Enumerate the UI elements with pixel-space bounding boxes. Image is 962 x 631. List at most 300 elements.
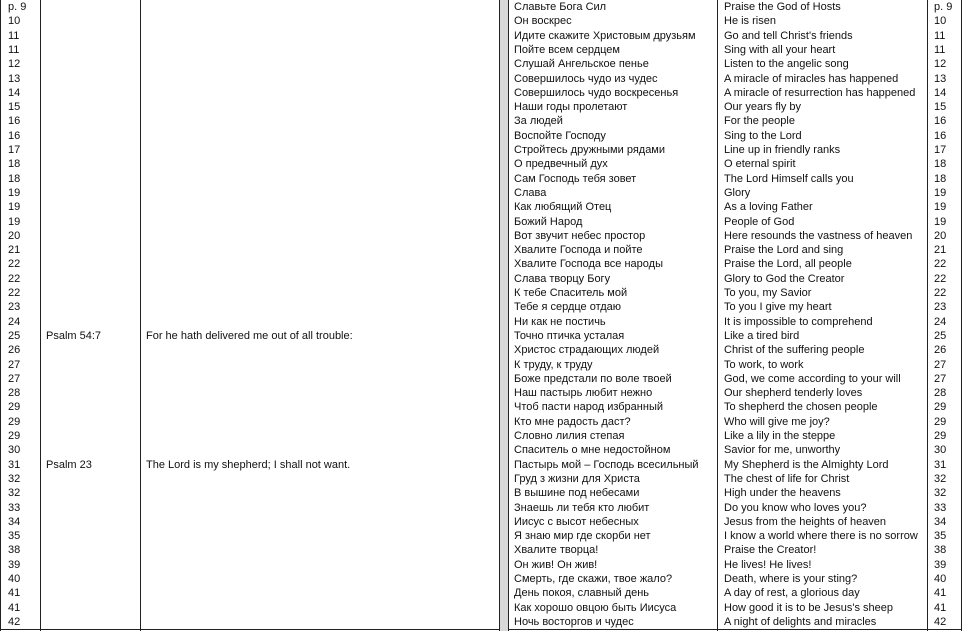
russian-title-cell: Он жив! Он жив! — [514, 558, 598, 571]
table-row — [508, 129, 962, 143]
scripture-ref-cell — [42, 586, 140, 600]
scripture-text-cell — [142, 43, 498, 57]
table-row — [508, 458, 962, 472]
russian-title-cell: К тебе Спаситель мой — [514, 287, 628, 299]
table-row — [508, 243, 962, 257]
english-title-cell: Like a lily in the steppe — [724, 430, 836, 442]
page-number-cell: 15 — [934, 101, 947, 114]
table-row — [0, 458, 500, 472]
page-number-cell: 22 — [934, 287, 947, 299]
english-title-cell: My Shepherd is the Almighty Lord — [724, 458, 889, 471]
scripture-text-cell — [142, 172, 498, 186]
scripture-ref-cell — [42, 100, 140, 114]
page-number-cell: 29 — [8, 415, 21, 428]
page-number-cell: 29 — [8, 430, 21, 442]
scripture-text-cell — [142, 286, 498, 300]
page-number-cell: 27 — [934, 372, 947, 385]
table-row — [0, 543, 500, 557]
table-row — [0, 172, 500, 186]
table-row — [508, 443, 962, 457]
page-number-cell: 22 — [8, 272, 21, 285]
scripture-text-cell — [142, 400, 498, 414]
page-number-cell: 25 — [8, 329, 21, 342]
english-title-cell: As a loving Father — [724, 201, 813, 214]
english-title-cell: Praise the Lord, all people — [724, 258, 852, 271]
page-number-cell: 34 — [8, 515, 21, 528]
scripture-text-cell — [142, 157, 498, 171]
table-row — [0, 415, 500, 429]
page-number-cell: 20 — [8, 229, 21, 242]
scripture-text-cell — [142, 572, 498, 586]
page-number-cell: 33 — [934, 501, 947, 514]
table-row — [0, 386, 500, 400]
table-row — [508, 200, 962, 214]
scripture-text-cell — [142, 143, 498, 157]
scripture-text-cell — [142, 386, 498, 400]
scripture-ref-cell — [42, 529, 140, 543]
page-number-cell: 18 — [934, 158, 947, 171]
english-title-cell: A miracle of resurrection has happened — [724, 86, 916, 99]
scripture-text-cell — [142, 415, 498, 429]
scripture-ref-cell — [42, 572, 140, 586]
page-number-cell: 18 — [934, 172, 947, 185]
table-row — [0, 558, 500, 572]
english-title-cell: It is impossible to comprehend — [724, 315, 873, 328]
english-title-cell: Sing to the Lord — [724, 129, 802, 142]
page-number-cell: 27 — [8, 358, 21, 371]
page-number-cell: 11 — [8, 29, 20, 42]
english-title-cell: A miracle of miracles has happened — [724, 72, 899, 85]
russian-title-cell: Пойте всем сердцем — [514, 43, 620, 56]
english-title-cell: Praise the God of Hosts — [724, 1, 841, 13]
scripture-ref-cell — [42, 443, 140, 457]
page-number-cell: 29 — [934, 401, 947, 414]
english-title-cell: Our years fly by — [724, 101, 802, 114]
table-row — [508, 472, 962, 486]
english-title-cell: Praise the Creator! — [724, 544, 817, 557]
page-number-cell: 24 — [8, 315, 21, 328]
page-number-cell: 19 — [8, 186, 21, 199]
russian-title-cell: Я знаю мир где скорби нет — [514, 530, 651, 543]
english-title-cell: For the people — [724, 115, 795, 128]
scripture-ref-cell — [42, 300, 140, 314]
scripture-ref-cell — [42, 129, 140, 143]
table-row — [0, 486, 500, 500]
russian-title-cell: Слава — [514, 186, 547, 199]
page-number-cell: 30 — [8, 444, 21, 457]
scripture-text-cell — [142, 272, 498, 286]
page-number-cell: p. 9 — [8, 1, 27, 13]
russian-title-cell: Хвалите Господа и пойте — [514, 244, 643, 257]
page-number-cell: 11 — [934, 29, 946, 42]
table-row — [0, 272, 500, 286]
scripture-text-cell — [142, 72, 498, 86]
page-number-cell: 41 — [934, 587, 947, 600]
scripture-ref-cell — [42, 157, 140, 171]
page-number-cell: 19 — [934, 215, 947, 228]
table-row — [508, 215, 962, 229]
page-number-cell: 26 — [934, 344, 947, 357]
scripture-ref-cell — [42, 29, 140, 43]
page-number-cell: 18 — [8, 158, 21, 171]
page-number-cell: 18 — [8, 172, 21, 185]
russian-title-cell: Идите скажите Христовым друзьям — [514, 29, 696, 42]
page-number-cell: 17 — [8, 144, 21, 156]
page-number-cell: 25 — [934, 329, 947, 342]
russian-title-cell: Ни как не постичь — [514, 315, 606, 328]
scripture-text-cell — [142, 358, 498, 372]
english-title-cell: The Lord Himself calls you — [724, 172, 854, 185]
page-number-cell: 21 — [8, 244, 21, 257]
russian-title-cell: Груд з жизни для Христа — [514, 472, 640, 485]
russian-title-cell: Ночь восторгов и чудес — [514, 615, 634, 628]
page-number-cell: 11 — [8, 43, 20, 56]
scripture-text-cell — [142, 100, 498, 114]
scripture-ref-cell — [42, 358, 140, 372]
table-row — [0, 286, 500, 300]
english-title-cell: Go and tell Christ's friends — [724, 29, 853, 42]
table-row — [508, 486, 962, 500]
scripture-text-cell — [142, 315, 498, 329]
scripture-ref-cell — [42, 472, 140, 486]
english-title-cell: O eternal spirit — [724, 158, 796, 171]
scripture-ref-cell — [42, 0, 140, 14]
scripture-ref-cell — [42, 615, 140, 629]
russian-title-cell: Христос страдающих людей — [514, 344, 660, 357]
table-row — [0, 215, 500, 229]
scripture-text-cell — [142, 558, 498, 572]
scripture-text-cell — [142, 529, 498, 543]
scripture-text-cell — [142, 114, 498, 128]
page-number-cell: 31 — [8, 458, 21, 471]
scripture-ref-cell — [42, 286, 140, 300]
page-number-cell: 38 — [8, 544, 21, 557]
table-row — [508, 372, 962, 386]
page-number-cell: 34 — [934, 515, 947, 528]
scripture-ref-cell — [42, 72, 140, 86]
page-number-cell: 40 — [8, 573, 21, 585]
page-number-cell: 35 — [934, 530, 947, 543]
scripture-ref-cell — [42, 315, 140, 329]
scripture-text-cell — [142, 200, 498, 214]
russian-title-cell: Смерть, где скажи, твое жало? — [514, 573, 673, 585]
table-row — [0, 300, 500, 314]
russian-title-cell: Наши годы пролетают — [514, 101, 628, 114]
russian-title-cell: Как хорошо овцою быть Иисуса — [514, 601, 677, 614]
russian-title-cell: Сам Господь тебя зовет — [514, 172, 637, 185]
scripture-ref-cell — [42, 172, 140, 186]
scripture-ref-cell — [42, 601, 140, 615]
scripture-text-cell — [142, 129, 498, 143]
english-title-cell: I know a world where there is no sorrow — [724, 530, 918, 543]
table-row — [508, 415, 962, 429]
scripture-ref-cell — [42, 215, 140, 229]
russian-title-cell: Наш пастырь любит нежно — [514, 387, 653, 400]
scripture-text-cell — [142, 601, 498, 615]
scripture-text-cell: The Lord is my shepherd; I shall not want. — [146, 458, 351, 471]
scripture-ref-cell — [42, 114, 140, 128]
table-row — [0, 372, 500, 386]
page-number-cell: 13 — [8, 72, 21, 85]
english-title-cell: Like a tired bird — [724, 329, 800, 342]
table-row — [0, 315, 500, 329]
english-title-cell: High under the heavens — [724, 487, 841, 500]
table-row — [0, 100, 500, 114]
russian-title-cell: День покоя, славный день — [514, 587, 650, 600]
page-number-cell: 29 — [934, 430, 947, 442]
table-row — [508, 586, 962, 600]
page-number-cell: 11 — [934, 43, 946, 56]
scripture-text-cell — [142, 0, 498, 14]
russian-title-cell: Спаситель о мне недостойном — [514, 444, 671, 457]
page-number-cell: 32 — [934, 472, 947, 485]
scripture-ref-cell — [42, 415, 140, 429]
column-divider — [40, 0, 41, 631]
table-row — [0, 186, 500, 200]
scripture-ref-cell: Psalm 54:7 — [46, 329, 102, 342]
scripture-text-cell — [142, 86, 498, 100]
page-number-cell: 41 — [8, 587, 21, 600]
table-row — [0, 114, 500, 128]
table-row — [0, 400, 500, 414]
page-number-cell: 16 — [934, 129, 947, 142]
russian-title-cell: Хвалите творца! — [514, 544, 599, 557]
page-number-cell: 20 — [934, 229, 947, 242]
table-row — [508, 100, 962, 114]
page-number-cell: 13 — [934, 72, 947, 85]
table-row — [508, 157, 962, 171]
russian-title-cell: Боже предстали по воле твоей — [514, 372, 672, 385]
scripture-text-cell — [142, 14, 498, 28]
table-row — [0, 572, 500, 586]
english-title-cell: Jesus from the heights of heaven — [724, 515, 887, 528]
scripture-ref-cell — [42, 343, 140, 357]
page-number-cell: 22 — [8, 258, 21, 271]
table-row — [508, 400, 962, 414]
page-number-cell: 23 — [8, 301, 21, 314]
scripture-ref-cell — [42, 229, 140, 243]
scripture-ref-cell — [42, 186, 140, 200]
page-number-cell: 23 — [934, 301, 947, 314]
table-row — [0, 143, 500, 157]
scripture-text-cell — [142, 243, 498, 257]
page-number-cell: 27 — [934, 358, 947, 371]
english-title-cell: Our shepherd tenderly loves — [724, 387, 863, 400]
page-number-cell: 22 — [934, 272, 947, 285]
table-row — [508, 114, 962, 128]
english-title-cell: A day of rest, a glorious day — [724, 587, 860, 600]
scripture-ref-cell — [42, 429, 140, 443]
english-title-cell: Sing with all your heart — [724, 43, 836, 56]
page-number-cell: 26 — [8, 344, 21, 357]
scripture-ref-cell — [42, 272, 140, 286]
page-number-cell: 32 — [934, 487, 947, 500]
page-number-cell: 29 — [934, 415, 947, 428]
table-row — [508, 57, 962, 71]
table-row — [508, 286, 962, 300]
table-row — [508, 543, 962, 557]
english-title-cell: He is risen — [724, 15, 776, 28]
pane-divider — [500, 0, 508, 631]
table-row — [0, 0, 500, 14]
page-number-cell: 16 — [8, 129, 21, 142]
table-row — [508, 315, 962, 329]
scripture-ref-cell — [42, 386, 140, 400]
table-row — [508, 272, 962, 286]
russian-title-cell: Словно лилия степая — [514, 430, 625, 442]
russian-title-cell: Вот звучит небес простор — [514, 229, 646, 242]
english-title-cell: A night of delights and miracles — [724, 615, 877, 628]
page-number-cell: 38 — [934, 544, 947, 557]
table-row — [508, 300, 962, 314]
scripture-text-cell — [142, 229, 498, 243]
scripture-text-cell — [142, 443, 498, 457]
english-title-cell: To you, my Savior — [724, 287, 812, 299]
english-title-cell: To shepherd the chosen people — [724, 401, 878, 414]
russian-title-cell: Знаешь ли тебя кто любит — [514, 501, 650, 514]
russian-title-cell: Божий Народ — [514, 215, 583, 228]
russian-title-cell: Совершилось чудо воскресенья — [514, 86, 679, 99]
page-number-cell: 19 — [934, 201, 947, 214]
russian-title-cell: Точно птичка усталая — [514, 329, 625, 342]
page-number-cell: 14 — [934, 86, 947, 99]
table-row — [508, 429, 962, 443]
english-title-cell: Who will give me joy? — [724, 415, 830, 428]
column-divider — [927, 0, 928, 631]
table-row — [0, 29, 500, 43]
scripture-ref-cell — [42, 515, 140, 529]
english-title-cell: Here resounds the vastness of heaven — [724, 229, 913, 242]
english-title-cell: God, we come according to your will — [724, 372, 901, 385]
table-row — [508, 358, 962, 372]
table-row — [508, 343, 962, 357]
scripture-text-cell — [142, 615, 498, 629]
english-title-cell: How good it is to be Jesus's sheep — [724, 601, 894, 614]
scripture-ref-cell — [42, 372, 140, 386]
scripture-text-cell — [142, 586, 498, 600]
table-row — [508, 529, 962, 543]
scripture-ref-cell — [42, 501, 140, 515]
page-number-cell: 12 — [8, 58, 21, 71]
table-row — [0, 57, 500, 71]
russian-title-cell: Совершилось чудо из чудес — [514, 72, 658, 85]
table-row — [0, 472, 500, 486]
table-row — [0, 157, 500, 171]
scripture-text-cell — [142, 372, 498, 386]
scripture-text-cell — [142, 486, 498, 500]
table-row — [508, 72, 962, 86]
scripture-ref-cell — [42, 57, 140, 71]
english-title-cell: To work, to work — [724, 358, 804, 371]
scripture-text-cell — [142, 501, 498, 515]
page-number-cell: 16 — [934, 115, 947, 128]
table-row — [0, 529, 500, 543]
scripture-ref-cell — [42, 43, 140, 57]
table-row — [508, 329, 962, 343]
page-number-cell: 10 — [8, 15, 21, 28]
russian-title-cell: За людей — [514, 115, 563, 128]
page-number-cell: 19 — [8, 201, 21, 214]
page-number-cell: 32 — [8, 472, 21, 485]
table-border — [508, 629, 962, 630]
scripture-text-cell — [142, 215, 498, 229]
page-number-cell: 19 — [934, 186, 947, 199]
russian-title-cell: Кто мне радость даст? — [514, 415, 631, 428]
table-row — [0, 515, 500, 529]
page-number-cell: 39 — [8, 558, 21, 571]
scripture-ref-cell — [42, 400, 140, 414]
page-number-cell: 14 — [8, 86, 21, 99]
table-row — [0, 501, 500, 515]
english-title-cell: He lives! He lives! — [724, 558, 812, 571]
table-row — [508, 0, 962, 14]
russian-title-cell: Он воскрес — [514, 15, 572, 28]
table-row — [508, 43, 962, 57]
scripture-text-cell — [142, 343, 498, 357]
scripture-ref-cell: Psalm 23 — [46, 458, 92, 471]
russian-title-cell: Слушай Ангельское пенье — [514, 58, 649, 71]
table-row — [508, 615, 962, 629]
english-title-cell: Christ of the suffering people — [724, 344, 865, 357]
table-row — [508, 601, 962, 615]
page-number-cell: 29 — [8, 401, 21, 414]
page-number-cell: 40 — [934, 573, 947, 585]
table-row — [508, 386, 962, 400]
table-row — [0, 443, 500, 457]
english-title-cell: Do you know who loves you? — [724, 501, 867, 514]
scripture-text-cell — [142, 543, 498, 557]
column-divider — [0, 0, 1, 631]
english-title-cell: Savior for me, unworthy — [724, 444, 841, 457]
page-number-cell: 15 — [8, 101, 21, 114]
table-row — [508, 86, 962, 100]
table-row — [0, 129, 500, 143]
russian-title-cell: Стройтесь дружными рядами — [514, 144, 666, 156]
english-title-cell: Death, where is your sting? — [724, 573, 858, 585]
table-row — [508, 558, 962, 572]
english-title-cell: Listen to the angelic song — [724, 58, 849, 71]
russian-title-cell: Чтоб пасти народ избранный — [514, 401, 663, 414]
table-row — [0, 601, 500, 615]
table-row — [508, 29, 962, 43]
table-row — [0, 200, 500, 214]
table-row — [0, 86, 500, 100]
table-row — [508, 143, 962, 157]
table-row — [508, 229, 962, 243]
scripture-ref-cell — [42, 14, 140, 28]
scripture-ref-cell — [42, 558, 140, 572]
page-number-cell: 22 — [8, 287, 21, 299]
russian-title-cell: Славьте Бога Сил — [514, 1, 607, 13]
scripture-text-cell — [142, 257, 498, 271]
english-title-cell: The chest of life for Christ — [724, 472, 850, 485]
page-number-cell: 42 — [8, 615, 21, 628]
scripture-text-cell — [142, 429, 498, 443]
table-row — [0, 243, 500, 257]
russian-title-cell: К труду, к труду — [514, 358, 593, 371]
table-row — [508, 186, 962, 200]
table-row — [508, 257, 962, 271]
table-row — [0, 358, 500, 372]
english-title-cell: Praise the Lord and sing — [724, 244, 844, 257]
page-number-cell: 19 — [8, 215, 21, 228]
russian-title-cell: Слава творцу Богу — [514, 272, 611, 285]
scripture-text-cell — [142, 29, 498, 43]
table-row — [0, 329, 500, 343]
scripture-ref-cell — [42, 143, 140, 157]
table-border — [0, 629, 500, 630]
scripture-ref-cell — [42, 243, 140, 257]
